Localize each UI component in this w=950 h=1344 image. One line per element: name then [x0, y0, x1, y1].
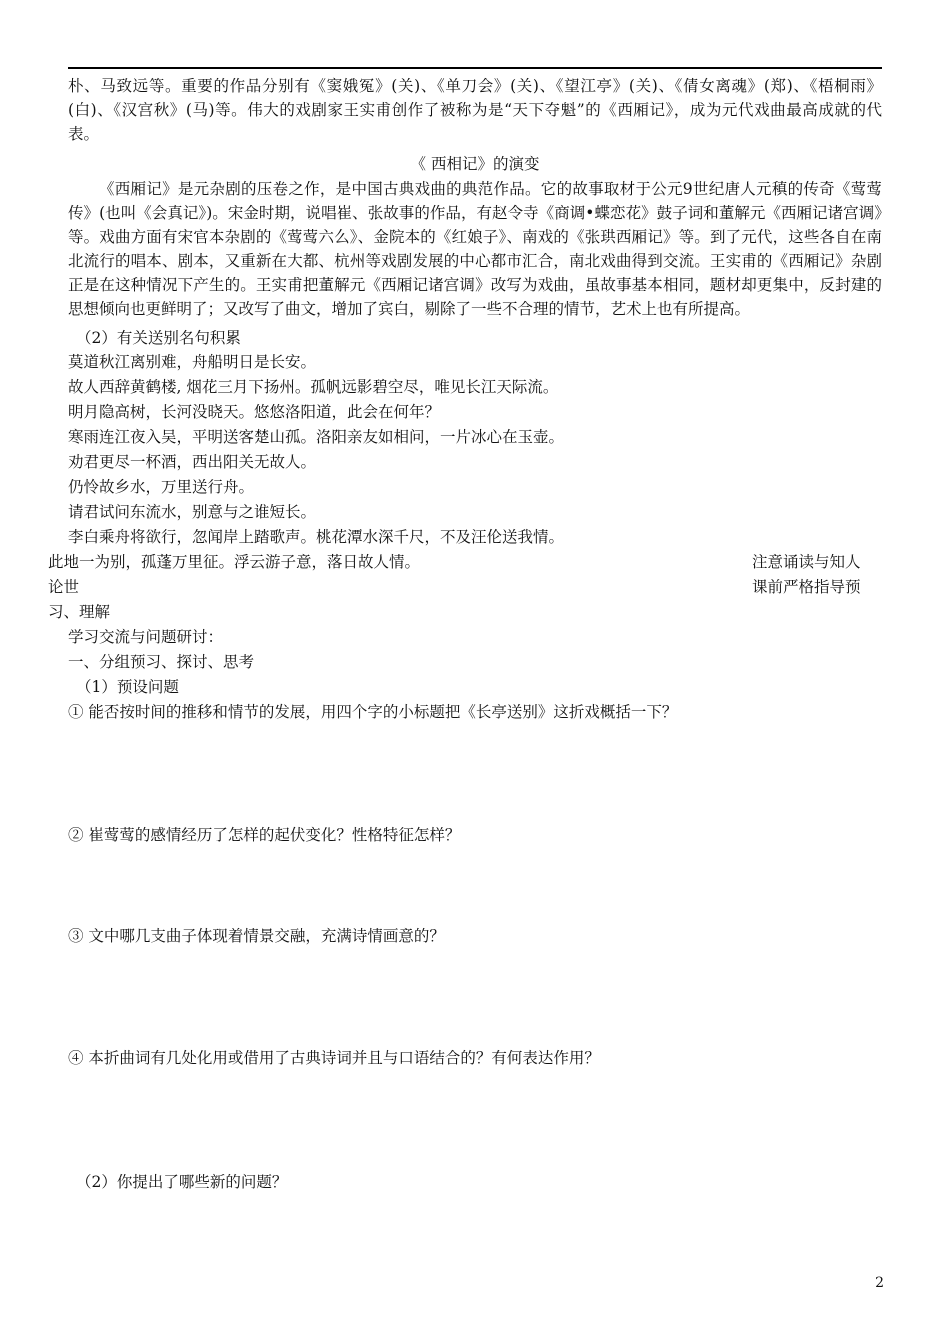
poem-line-7: 请君试问东流水，别意与之谁短长。: [68, 503, 317, 521]
question-4: ④ 本折曲词有几处化用或借用了古典诗词并且与口语结合的？有何表达作用？: [68, 1049, 600, 1067]
question-1: ① 能否按时间的推移和情节的发展，用四个字的小标题把《长亭送别》这折戏概括一下？: [68, 703, 678, 721]
poem-line-2: 故人西辞黄鹤楼, 烟花三月下扬州。孤帆远影碧空尽，唯见长江天际流。: [68, 378, 559, 396]
poem-line-8: 李白乘舟将欲行，忽闻岸上踏歌声。桃花潭水深千尺，不及汪伦送我情。: [68, 528, 565, 546]
side-note-2: 课前严格指导预: [752, 578, 861, 596]
question-2: ② 崔莺莺的感情经历了怎样的起伏变化？性格特征怎样？: [68, 826, 461, 844]
section-title: 《 西相记》的演变: [410, 155, 540, 173]
side-note-wrap-2: 习、理解: [48, 603, 111, 621]
poem-line-6: 仍怜故乡水，万里送行舟。: [68, 478, 255, 496]
poem-line-5: 劝君更尽一杯酒，西出阳关无故人。: [68, 453, 317, 471]
poem-line-9: 此地一为别，孤蓬万里征。浮云游子意，落日故人情。: [48, 553, 421, 571]
side-note-wrap-1: 论世: [48, 578, 80, 596]
preset-questions-heading: （1）预设问题: [76, 678, 179, 696]
intro-paragraph: 朴、马致远等。重要的作品分别有《窦娥冤》(关)、《单刀会》(关)、《望江亭》(关)、《倩女离魂》(郑)、《梧桐雨》(白)、《汉宫秋》(马)等。伟大的戏剧家王实甫创作了被称为是“天下夺魁”的《西厢记》，成为元代戏曲最高成就的代表。: [68, 77, 882, 143]
evolution-paragraph: 《西厢记》是元杂剧的压卷之作，是中国古典戏曲的典范作品。它的故事取材于公元9世纪唐人元稹的传奇《莺莺传》(也叫《会真记》)。宋金时期，说唱崔、张故事的作品，有赵令寺《商调•蝶恋花》鼓子词和董解元《西厢记诸宫调》等。戏曲方面有宋官本杂剧的《莺莺六么》、金院本的《红娘子》、南戏的《张珙西厢记》等。到了元代，这些各自在南北流行的唱本、剧本，又重新在大都、杭州等戏剧发展的中心都市汇合，南北戏曲得到交流。王实甫的《西厢记》杂剧正是在这种情况下产生的。王实甫把董解元《西厢记诸宫调》改写为戏曲，虽故事基本相同，题材却更集中，反封建的思想倾向也更鲜明了；又改写了曲文，增加了宾白，剔除了一些不合理的情节，艺术上也有所提高。: [68, 180, 882, 318]
section-one-heading: 一、分组预习、探讨、思考: [68, 653, 255, 671]
poem-line-3: 明月隐高树，长河没晓天。悠悠洛阳道，此会在何年？: [68, 403, 441, 421]
page-number: 2: [875, 1275, 884, 1291]
poem-line-1: 莫道秋江离别难，舟船明日是长安。: [68, 353, 317, 371]
side-note-1: 注意诵读与知人: [752, 553, 861, 571]
poem-line-4: 寒雨连江夜入吴，平明送客楚山孤。洛阳亲友如相问，一片冰心在玉壶。: [68, 428, 565, 446]
farewell-heading: （2）有关送别名句积累: [76, 329, 241, 347]
new-questions-heading: （2）你提出了哪些新的问题？: [76, 1173, 288, 1191]
header-rule: [68, 67, 882, 69]
study-heading: 学习交流与问题研讨：: [68, 628, 224, 646]
question-3: ③ 文中哪几支曲子体现着情景交融，充满诗情画意的？: [68, 927, 445, 945]
